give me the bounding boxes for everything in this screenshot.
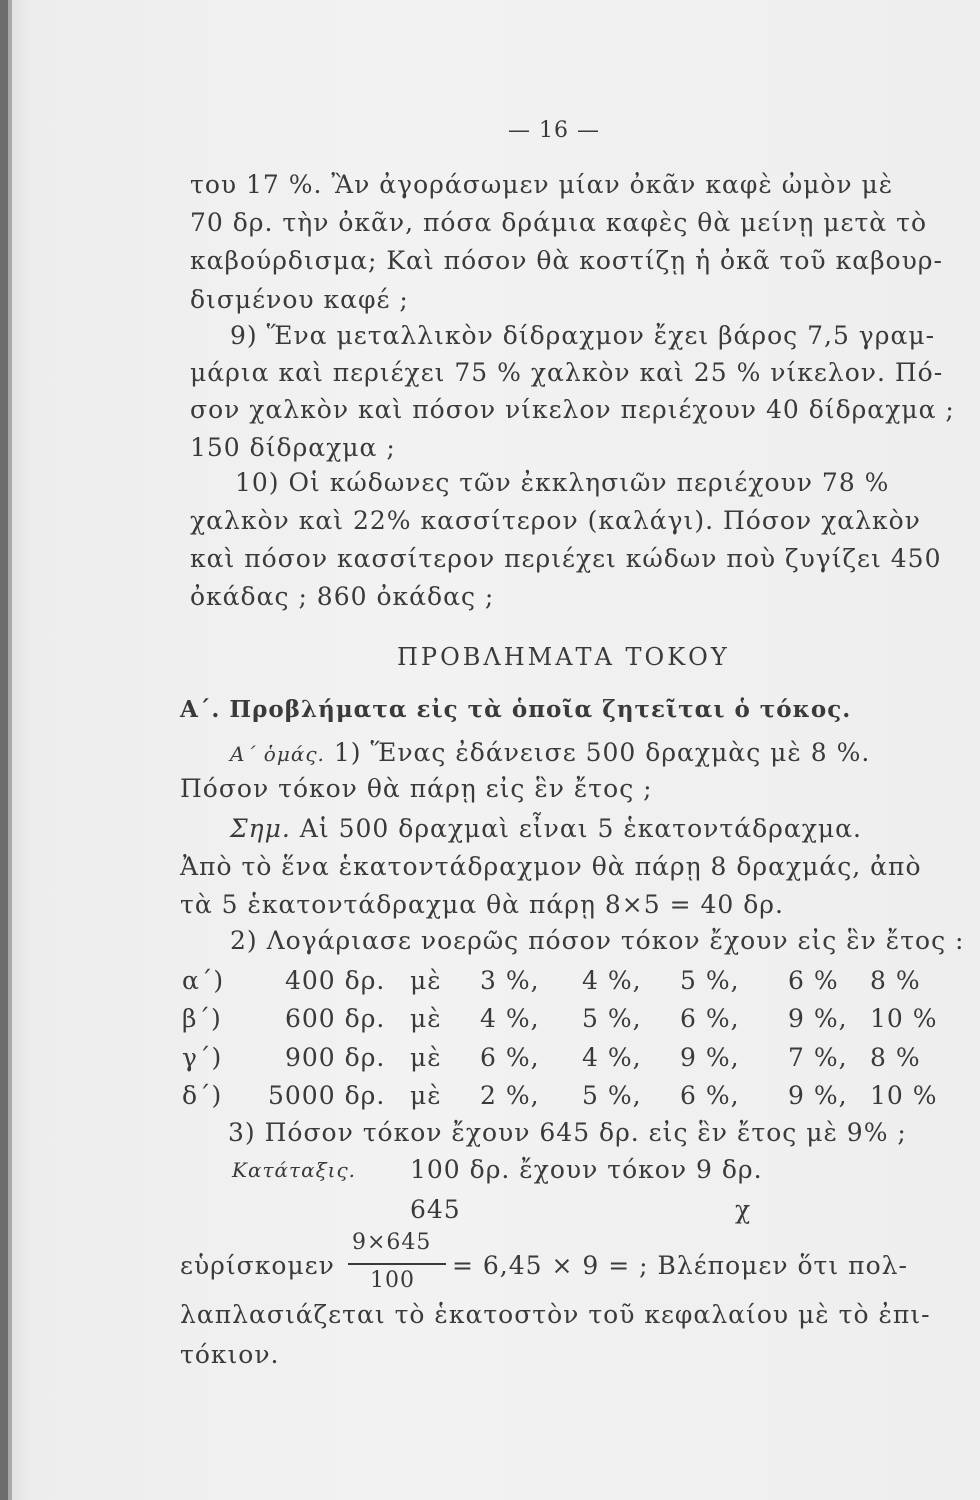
- section-title: ΠΡΟΒΛΗΜΑΤΑ ΤΟΚΟΥ: [397, 643, 730, 671]
- rate-cell: 6 %: [788, 966, 839, 995]
- text-line-5: 9) Ἕνα μεταλλικὸν δίδραχμον ἔχει βάρος 7,5 γραμ-: [230, 321, 936, 350]
- fraction-bar: [348, 1263, 446, 1265]
- arrangement-right: χ: [735, 1195, 752, 1224]
- rate-cell: 6 %,: [680, 1081, 740, 1110]
- conclusion-line-2: λαπλασιάζεται τὸ ἑκατοστὸν τοῦ κεφαλαίου μὲ τὸ ἐπι-: [180, 1300, 931, 1329]
- text-line-11: καὶ πόσον κασσίτερον περιέχει κώδων ποὺ ζυγίζει 450: [190, 544, 942, 573]
- rate-cell: 5 %,: [680, 966, 740, 995]
- row-me: μὲ: [410, 1004, 442, 1033]
- rate-cell: 4 %,: [480, 1004, 540, 1033]
- text-line-10: χαλκὸν καὶ 22% κασσίτερον (καλάγι). Πόσον χαλκὸν: [190, 506, 921, 535]
- text-line-12: ὀκάδας ; 860 ὀκάδας ;: [190, 582, 495, 611]
- text-line-9: 10) Οἱ κώδωνες τῶν ἐκκλησιῶν περιέχουν 78 %: [235, 468, 890, 497]
- row-label: β΄): [182, 1004, 222, 1033]
- problem-1-line-2: Πόσον τόκον θὰ πάρῃ εἰς ἓν ἔτος ;: [180, 774, 653, 803]
- rate-cell: 8 %: [870, 1043, 921, 1072]
- text-line-1: του 17 %. Ἂν ἀγοράσωμεν μίαν ὀκᾶν καφὲ ὠμὸν μὲ: [190, 170, 894, 199]
- arrangement-left: 645: [410, 1195, 461, 1224]
- rate-cell: 9 %,: [788, 1081, 848, 1110]
- page-edge-shadow: [0, 0, 8, 1500]
- note-line-2: Ἀπὸ τὸ ἕνα ἑκατοντάδραχμον θὰ πάρῃ 8 δραχμάς, ἀπὸ: [180, 852, 922, 881]
- text-line-6: μάρια καὶ περιέχει 75 % χαλκὸν καὶ 25 % νίκελον. Πό-: [190, 358, 944, 387]
- text-line-8: 150 δίδραχμα ;: [190, 433, 396, 462]
- text-line-4: δισμένου καφέ ;: [190, 285, 409, 314]
- problem-2-intro: 2) Λογάριασε νοερῶς πόσον τόκον ἔχουν εἰς ἓν ἔτος :: [230, 926, 965, 955]
- problem-3-question: 3) Πόσον τόκον ἔχουν 645 δρ. εἰς ἓν ἔτος μὲ 9% ;: [228, 1118, 907, 1147]
- row-me: μὲ: [410, 1043, 442, 1072]
- arrangement-label: Κατάταξις.: [232, 1158, 357, 1182]
- note-line-1: [230, 816, 862, 841]
- result-line: = 6,45 × 9 = ; Βλέπομεν ὅτι πολ-: [452, 1251, 908, 1280]
- rate-cell: 2 %,: [480, 1081, 540, 1110]
- rate-cell: 4 %,: [582, 966, 642, 995]
- problem-1-line-1: [230, 740, 870, 765]
- row-label: α΄): [182, 966, 225, 995]
- row-amount: 600 δρ.: [285, 1004, 386, 1033]
- group-label: Α΄ ὁμάς.: [230, 742, 325, 766]
- rate-cell: 7 %,: [788, 1043, 848, 1072]
- rate-cell: 9 %,: [680, 1043, 740, 1072]
- rate-cell: 3 %,: [480, 966, 540, 995]
- page-number: — 16 —: [508, 118, 600, 143]
- rate-cell: 5 %,: [582, 1004, 642, 1033]
- rate-cell: 8 %: [870, 966, 921, 995]
- rate-cell: 10 %: [870, 1004, 938, 1033]
- row-label: γ΄): [182, 1043, 223, 1072]
- text-line-7: σον χαλκὸν καὶ πόσον νίκελον περιέχουν 40 δίδραχμα ;: [190, 395, 955, 424]
- note-line-3: τὰ 5 ἑκατοντάδραχμα θὰ πάρῃ 8×5 = 40 δρ.: [180, 890, 784, 919]
- row-me: μὲ: [410, 966, 442, 995]
- text-line-2: 70 δρ. τὴν ὀκᾶν, πόσα δράμια καφὲς θὰ μείνῃ μετὰ τὸ: [190, 208, 928, 237]
- row-label: δ΄): [182, 1081, 223, 1110]
- row-amount: 400 δρ.: [285, 966, 386, 995]
- rate-cell: 10 %: [870, 1081, 938, 1110]
- fraction-denominator: 100: [370, 1268, 415, 1293]
- rate-cell: 4 %,: [582, 1043, 642, 1072]
- row-me: μὲ: [410, 1081, 442, 1110]
- rate-cell: 6 %,: [680, 1004, 740, 1033]
- row-amount: 900 δρ.: [285, 1043, 386, 1072]
- rate-cell: 9 %,: [788, 1004, 848, 1033]
- rate-cell: 5 %,: [582, 1081, 642, 1110]
- subsection-title: Α΄. Προβλήματα εἰς τὰ ὁποῖα ζητεῖται ὁ τόκος.: [180, 696, 852, 723]
- note-label: Σημ.: [230, 814, 291, 843]
- arrangement-line-1: 100 δρ. ἔχουν τόκον 9 δρ.: [410, 1155, 763, 1184]
- text-line-3: καβούρδισμα; Καὶ πόσον θὰ κοστίζῃ ἡ ὀκᾶ τοῦ καβουρ-: [190, 246, 943, 275]
- find-word: εὑρίσκομεν: [180, 1251, 335, 1280]
- page-edge-shadow-inner: [8, 0, 12, 1500]
- rate-cell: 6 %,: [480, 1043, 540, 1072]
- fraction-numerator: 9×645: [352, 1230, 432, 1255]
- row-amount: 5000 δρ.: [268, 1081, 386, 1110]
- problem-1-text: 1) Ἕνας ἐδάνεισε 500 δραχμὰς μὲ 8 %.: [324, 738, 871, 767]
- conclusion-line-3: τόκιον.: [180, 1340, 280, 1369]
- note-text: Αἱ 500 δραχμαὶ εἶναι 5 ἑκατοντάδραχμα.: [290, 814, 862, 843]
